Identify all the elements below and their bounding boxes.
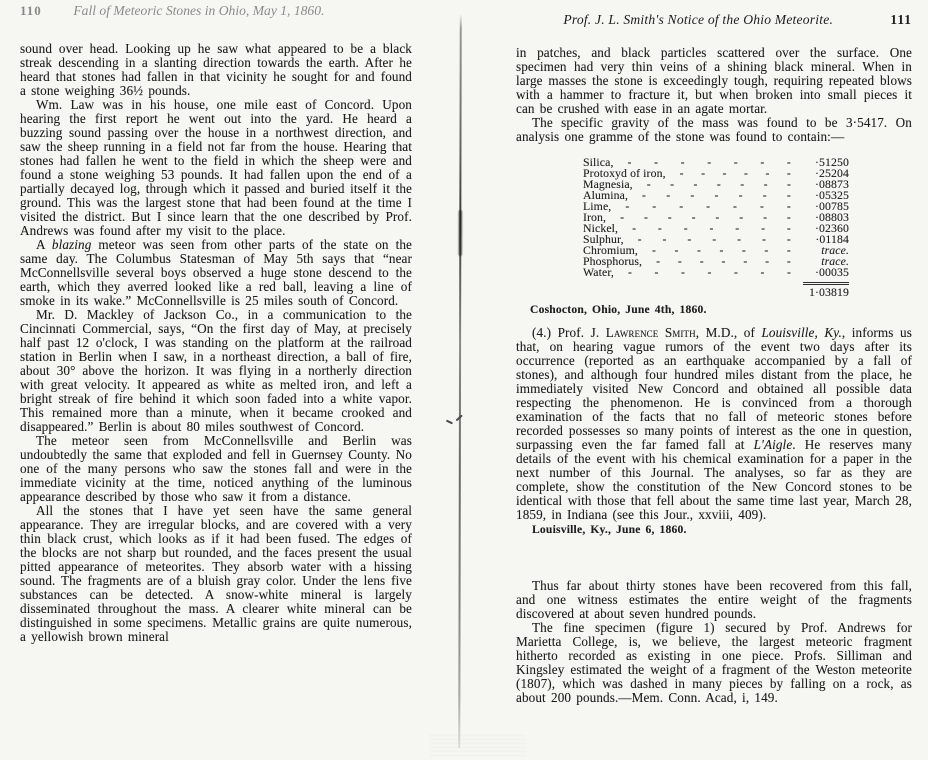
dash-leaders: - - - - - - - xyxy=(627,265,791,279)
left-running-head xyxy=(20,0,412,21)
analysis-row xyxy=(583,256,849,267)
paragraph: in patches, and black particles scattered over the surface. One specimen had very thin veins of a shining black mineral. When in large masses the stone is exceedingly tough, requiring repeated blows with a hammer to fracture it, but when broken into small pieces it can be crushed with ease in an agate mortar. xyxy=(516,45,912,116)
analysis-label: Protoxyd of iron, xyxy=(583,166,666,180)
paragraph: The fine specimen (figure 1) secured by Prof. Andrews for Marietta College, is, we believe, the largest meteoric fragment hitherto recorded as existing in one piece. Profs. Silliman and Kingsley estimated the weight of a fragment of the Weston meteorite (1807), which was dashed in many pieces by falling on a rock, as about 200 pounds.—Mem. Conn. Acad, i, 149. xyxy=(516,620,912,705)
left-column-text xyxy=(20,42,412,644)
dash-leaders: - - - - - - - xyxy=(646,177,791,191)
scan-noise xyxy=(430,735,526,757)
paragraph: All the stones that I have yet seen have the same general appearance. They are irregular blocks, and are covered with a very thin black crust, which looks as if it had been fused. The edges of the blocks are not sharp but rounded, and the faces present the usual pitted appearance of meteorites. They absorb water with a hissing sound. The fragments are of a bluish gray color. Under the lens five substances can be detected. A snow-white mineral is largely disseminated throughout the mass. A clearer white mineral can be distinguished in some specimens. Metallic grains are quite numerous, a yellowish brown mineral xyxy=(20,503,412,644)
analysis-row xyxy=(583,212,849,223)
paragraph: Wm. Law was in his house, one mile east of Concord. Upon hearing the first report he went out into the yard. He heard a buzzing sound passing over the house in a northwest direction, and saw the sheep running in a field not far from the house. Hearing that stones had fallen he went to the field in which the sheep were and found a stone weighing 53 pounds. It had fallen upon the end of a partially decayed log, through which it passed and buried itself it the ground. This was the largest stone that had been found at the time I visited the district. But I since learn that the one described by Prof. Andrews was found after my visit to the place. xyxy=(20,97,412,238)
page-gutter-line xyxy=(458,14,462,748)
dash-leaders: - - - - - - - xyxy=(627,155,791,169)
smith-notice-paragraph xyxy=(516,326,912,522)
analysis-label: Nickel, xyxy=(583,221,619,235)
paragraph: Mr. D. Mackley of Jackson Co., in a communication to the Cincinnati Commercial, says, “On the first day of May, at precisely half past 12 o'clock, I was standing on the platform at the railroad station in Berlin when I saw, in a northeast direction, a ball of fire, about 30° above the horizon. It was flying in a northerly direction with great velocity. It appeared as white as melted iron, and left a bright streak of fire behind it which soon faded into a white vapor. This remained more than a minute, when it became crooked and disappeared.” Berlin is about 80 miles southwest of Concord. xyxy=(20,307,412,434)
dash-leaders: - - - - - - xyxy=(679,166,791,180)
analysis-value: ·01184 xyxy=(815,232,849,246)
dash-leaders: - - - - - - - xyxy=(656,254,791,268)
dash-leaders: - - - - - - - xyxy=(625,199,791,213)
paragraph: (4.) Prof. J. Lawrence Smith, M.D., of Louisville, Ky., informs us that, on hearing vague rumors of the event two days after its occurrence (reported as an earthquake accompanied by a fall of stones), and although four hundred miles distant from the place, he immediately visited New Concord and obtained all possible data respecting the phenomenon. He is convinced from a thorough examination of the facts that no fall of meteoric stones before recorded possesses so many points of interest as the one in question, surpassing even the far famed fall at L'Aigle. He reserves many details of the event with his chemical examination for a paper in the next number of this Journal. The analyses, so far as they are complete, show the constitution of the New Concord stones to be identical with those that fell about the same time last year, March 28, 1859, in Indiana (see this Jour., xxviii, 409). xyxy=(516,325,913,522)
pen-check-marks xyxy=(445,413,463,427)
analysis-label: Iron, xyxy=(583,210,607,224)
analysis-value: ·25204 xyxy=(814,166,849,180)
analysis-value: ·05325 xyxy=(814,188,849,202)
analysis-value: trace. xyxy=(821,243,849,257)
louisville-dateline: Louisville, Ky., June 6, 1860. xyxy=(532,523,687,536)
analysis-label: Silica, xyxy=(583,155,614,169)
analysis-label: Chromium, xyxy=(583,243,638,257)
analysis-value: ·00035 xyxy=(814,265,849,279)
analysis-label: Water, xyxy=(583,265,614,279)
analysis-value: trace. xyxy=(821,254,849,268)
dash-leaders: - - - - - - - xyxy=(642,188,791,202)
paragraph: The specific gravity of the mass was found to be 3·5417. On analysis one gramme of the stone was found to contain:— xyxy=(516,115,912,144)
analysis-total: 1·03819 xyxy=(583,282,849,298)
closing-paragraphs xyxy=(516,579,912,705)
left-head-title: Fall of Meteoric Stones in Ohio, May 1, 1860. xyxy=(73,3,325,18)
analysis-value: ·08803 xyxy=(814,210,849,224)
analysis-label: Phosphorus, xyxy=(583,254,643,268)
coshocton-dateline: Coshocton, Ohio, June 4th, 1860. xyxy=(530,303,707,316)
analysis-value: ·51250 xyxy=(814,155,849,169)
dash-leaders: - - - - - - - - xyxy=(620,210,791,224)
analysis-label: Lime, xyxy=(583,199,612,213)
analysis-label: Sulphur, xyxy=(583,232,624,246)
analysis-label: Alumina, xyxy=(583,188,629,202)
dash-leaders: - - - - - - - xyxy=(637,232,791,246)
right-running-head xyxy=(516,12,912,28)
paragraph: Thus far about thirty stones have been recovered from this fall, and one witness estimates the entire weight of the fragments discovered at about seven hundred pounds. xyxy=(516,578,912,621)
paragraph: A blazing meteor was seen from other parts of the state on the same day. The Columbus Statesman of May 5th says that “near McConnellsville several boys observed a huge stone descend to the earth, which they averred looked like a red ball, leaving a line of smoke in its wake.” McConnellsville is 25 miles south of Concord. xyxy=(20,237,412,308)
right-head-title: Prof. J. L. Smith's Notice of the Ohio Meteorite. xyxy=(563,12,834,27)
analysis-value: ·08873 xyxy=(814,177,849,191)
left-page-number: 110 xyxy=(20,3,42,18)
right-column-text xyxy=(516,46,912,705)
intro-paragraphs xyxy=(516,46,912,144)
paragraph: The meteor seen from McConnellsville and Berlin was undoubtedly the same that exploded and fell in Guernsey County. No one of the many persons who saw the stones fall and were in the immediate vicinity at the time, noticed anything of the luminous appearance described by those who saw it from a distance. xyxy=(20,433,412,504)
analysis-value: ·02360 xyxy=(814,221,849,235)
dash-leaders: - - - - - - - xyxy=(632,221,791,235)
dash-leaders: - - - - - - - xyxy=(651,243,791,257)
right-page-number: 111 xyxy=(890,12,912,27)
analysis-label: Magnesia, xyxy=(583,177,633,191)
analysis-table xyxy=(583,157,849,298)
analysis-value: ·00785 xyxy=(814,199,849,213)
paragraph: sound over head. Looking up he saw what appeared to be a black streak descending in a slanting direction towards the earth. After he heard that stones had fallen in that vicinity he sought for and found a stone weighing 36½ pounds. xyxy=(20,41,412,98)
analysis-row xyxy=(583,190,849,201)
analysis-row xyxy=(583,267,849,278)
